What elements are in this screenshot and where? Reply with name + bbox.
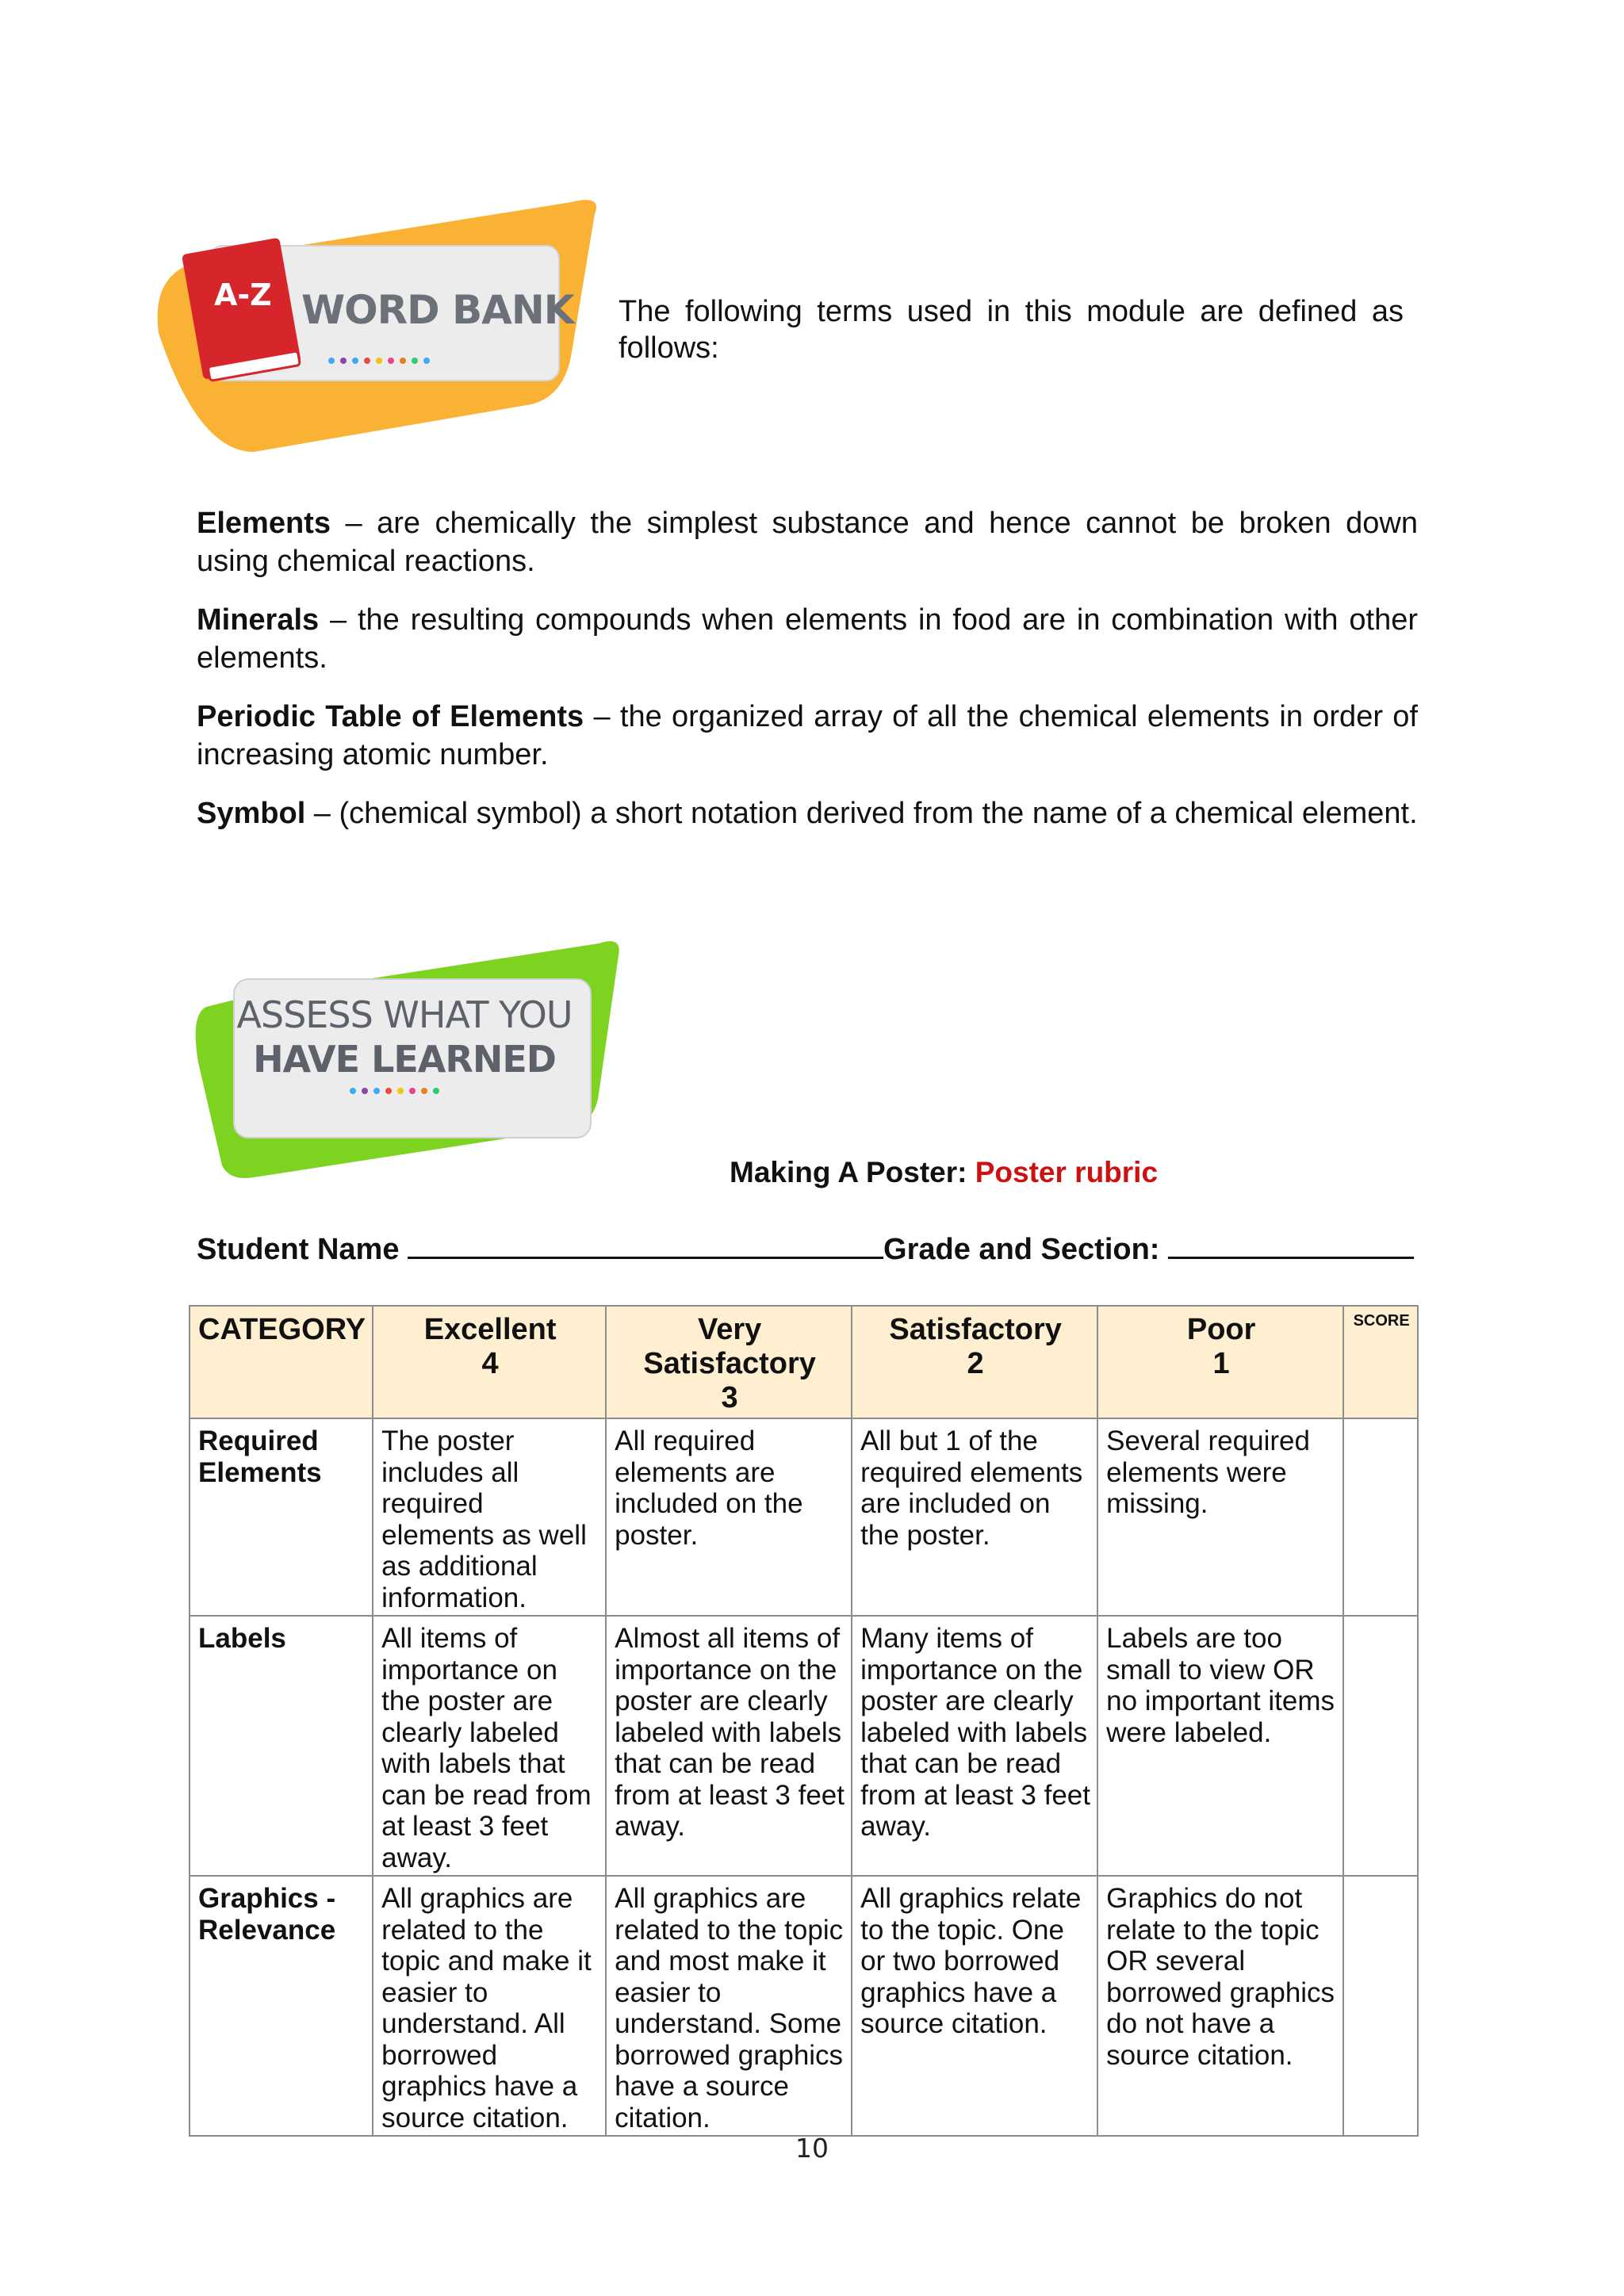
table-row <box>190 1876 1418 2136</box>
table-row <box>190 1616 1418 1876</box>
header-excellent: Excellent 4 <box>373 1306 606 1418</box>
score-cell[interactable] <box>1343 1418 1418 1616</box>
table-cell: The poster includes all required elements as well as additional information. <box>373 1418 606 1616</box>
table-cell: Labels are too small to view OR no important items were labeled. <box>1097 1616 1343 1876</box>
table-cell: All items of importance on the poster are clearly labeled with labels that can be read from at least 3 feet away. <box>373 1616 606 1876</box>
grade-section-field[interactable] <box>1168 1229 1414 1259</box>
assess-banner <box>190 936 634 1189</box>
definition-term: Periodic Table of Elements <box>197 700 584 733</box>
table-cell: Many items of importance on the poster are clearly labeled with labels that can be read from at least 3 feet away. <box>852 1616 1097 1876</box>
rubric-title-highlight: Poster rubric <box>975 1156 1159 1188</box>
score-cell[interactable] <box>1343 1876 1418 2136</box>
definition-text: – the resulting compounds when elements in food are in combination with other elements. <box>197 603 1418 675</box>
header-poor: Poor 1 <box>1097 1306 1343 1418</box>
assess-title-line2: HAVE LEARNED <box>253 1038 556 1081</box>
rubric-title <box>730 1156 1158 1189</box>
word-bank-intro: The following terms used in this module are defined as follows: <box>619 295 1404 365</box>
table-cell: Almost all items of importance on the poster are clearly labeled with labels that can be read from at least 3 feet away. <box>606 1616 852 1876</box>
table-cell: All graphics relate to the topic. One or two borrowed graphics have a source citation. <box>852 1876 1097 2136</box>
definition-text: – the organized array of all the chemical elements in order of increasing atomic number. <box>197 700 1418 771</box>
definition-term: Symbol <box>197 797 306 830</box>
definition-term: Elements <box>197 507 331 540</box>
word-bank-title: WORD BANK <box>301 287 574 333</box>
table-cell: All required elements are included on the poster. <box>606 1418 852 1616</box>
header-very-satisfactory: Very Satisfactory 3 <box>606 1306 852 1418</box>
table-cell: All graphics are related to the topic and most make it easier to understand. Some borrowed graphics have a source citation. <box>606 1876 852 2136</box>
row-category: Required Elements <box>190 1418 373 1616</box>
grade-section-label: Grade and Section: <box>883 1233 1169 1266</box>
student-name-label: Student Name <box>197 1233 408 1266</box>
header-category: CATEGORY <box>190 1306 373 1418</box>
table-row <box>190 1418 1418 1616</box>
row-category: Labels <box>190 1616 373 1876</box>
az-badge: A-Z <box>214 277 272 312</box>
definition-text: – (chemical symbol) a short notation derived from the name of a chemical element. <box>305 797 1418 830</box>
header-score: SCORE <box>1343 1306 1418 1418</box>
header-satisfactory: Satisfactory 2 <box>852 1306 1097 1418</box>
definition-item <box>197 794 1418 832</box>
rubric-title-prefix: Making A Poster: <box>730 1156 975 1188</box>
definition-item <box>197 698 1418 774</box>
assess-title-line1: ASSESS WHAT YOU <box>236 993 573 1036</box>
word-bank-banner <box>151 198 611 460</box>
table-cell: All graphics are related to the topic and make it easier to understand. All borrowed graphics have a source citation. <box>373 1876 606 2136</box>
definition-term: Minerals <box>197 603 320 637</box>
score-cell[interactable] <box>1343 1616 1418 1876</box>
rubric-table <box>189 1305 1419 2137</box>
table-header-row <box>190 1306 1418 1418</box>
definition-item <box>197 601 1418 677</box>
student-name-field[interactable] <box>408 1229 883 1259</box>
table-cell: Graphics do not relate to the topic OR several borrowed graphics do not have a source citation. <box>1097 1876 1343 2136</box>
dots-decoration <box>328 358 430 364</box>
student-info-line <box>197 1229 1414 1267</box>
definition-text: – are chemically the simplest substance and hence cannot be broken down using chemical reactions. <box>197 507 1418 578</box>
table-cell: Several required elements were missing. <box>1097 1418 1343 1616</box>
table-cell: All but 1 of the required elements are included on the poster. <box>852 1418 1097 1616</box>
definition-item <box>197 504 1418 580</box>
assess-title <box>222 993 587 1081</box>
row-category: Graphics - Relevance <box>190 1876 373 2136</box>
page-number: 10 <box>795 2133 829 2164</box>
definitions-list <box>197 504 1418 853</box>
